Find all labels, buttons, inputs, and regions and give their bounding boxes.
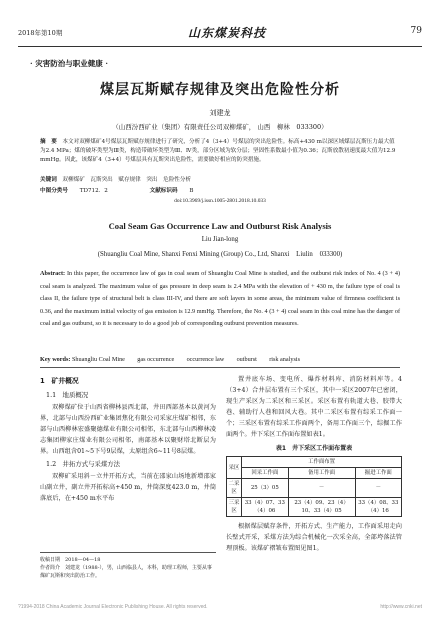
english-author: Liu Jian-long [201,236,239,243]
keywords-cn [40,176,400,185]
keywords-cn-text: 双柳煤矿 瓦斯突出 赋存规律 突出 危险性分析 [62,177,192,183]
abstract-rule [40,367,400,368]
issue-label: 2018年第10期 [18,29,63,37]
section-label: · 灾害防治与职业健康 · [30,59,108,68]
author: 刘建龙 [209,109,231,117]
body-right-column [226,374,402,554]
table-subheader-row [227,468,402,479]
author-bio: 作者简介 刘建龙（1988-），男，山西临县人，本科，助理工程师，主要从事煤矿瓦斯和突出防治工作。 [40,565,212,579]
table-row [227,498,402,517]
cell: 25（3）05 [242,479,288,498]
th-area: 采区 [227,457,242,479]
page-footer [18,604,422,610]
th-group: 工作面布置 [242,457,402,468]
th-driving: 掘进工作面 [355,468,401,479]
table-header-row [227,457,402,468]
cell: 33（4）08、33（4）16 [355,498,401,517]
heading-1: 1 矿井概况 [40,377,79,385]
heading-1-1: 1.1 地质概况 [46,391,89,399]
abstract-cn-label: 摘 要 [40,139,57,145]
keywords-cn-label: 关键词 [40,177,57,183]
cell: － [355,479,401,498]
affiliation: （山西汾西矿业（集团）有限责任公司双柳煤矿， 山西 柳林 033300） [112,123,328,131]
table-title: 表1 井下采区工作面布置表 [275,445,353,452]
cell: － [288,479,355,498]
cell-area: 三采区 [227,498,242,517]
abstract-cn-text: 本文对双柳煤矿4号煤层瓦斯赋存规律进行了研究，分析了4（3+4）号煤层的突出危险性。标高+430 m以深区域煤层瓦斯压力最大值为2.4 MPa；煤的破坏类型为Ⅲ类，构造带破坏类型为Ⅲ、Ⅳ类，部分区域为软分层；坚固性系数最小值为0.36；瓦斯放散初速度最大值为12.9 mmHg。因此，该煤矿4（3+4）号煤层具有瓦斯突出危险性，需要做好相应的防突措施。 [40,139,396,164]
english-keywords-label: Key words: [40,356,71,363]
doc-code-value: B [189,188,194,194]
english-abstract [40,268,400,331]
english-keywords [40,354,400,363]
english-abstract-label: Abstract: [40,270,66,277]
english-title: Coal Seam Gas Occurrence Law and Outburst Risk Analysis [108,221,332,231]
body-left-column [40,374,216,504]
page-header [18,24,422,44]
journal-name: 山东煤炭科技 [188,26,267,40]
english-abstract-text: In this paper, the occurrence law of gas in coal seam of Shuangliu Coal Mine is studied, and the outburst risk index of No. 4 (3 + 4) coal seam is analyzed. The maximum value of gas pressure in deep seam is 2.4 MPa with the elevation of + 430 m, the failure type of coal is class II, the failure type of structural belt is class III-IV, and there are soft layers in some areas, the minimum value of firmness coefficient is 0.36, and the maximum initial velocity of gas emission is 12.9 mmHg. Therefore, the No. 4 (3 + 4) coal seam in this coal mine has the danger of coal and gas outburst, so it is necessary to do a good job of corresponding outburst prevention measures. [40,270,401,327]
classification-row [40,186,400,194]
cell: 33（4）07、33（4）06 [242,498,288,517]
cell-area: 二采区 [227,479,242,498]
paragraph-mining: 双柳矿采用斜－立井开拓方式，当前在邵家山场地新增邵家山副立井，副立井开拓标高+450 m，井筒深度423.0 m，井筒落底后，在+450 m水平布 [40,473,216,502]
paragraph-geology: 双柳煤矿位于山西省柳林县西北部，井田西部基本以黄河为界，北部与山西汾西矿业集团焦化有限公司采家庄煤矿相邻，东部与山西柳林宏盛聚德煤业有限公司相邻，东北部与山西柳林凌志集团柳家庄煤业有限公司相邻，南部基本以聚财塔北断层为界。山西组含01~5下号9层煤，太原组含6~11号8层煤。 [40,404,216,455]
th-mining: 回采工作面 [242,468,288,479]
english-keywords-text: Shuangliu Coal Mine gas occurrence occurrence law outburst risk analysis [71,356,300,363]
article-title: 煤层瓦斯赋存规律及突出危险性分析 [100,82,340,98]
copyright-text: ?1994-2018 China Academic Journal Electronic Publishing House. All rights reserved. [18,604,208,610]
paragraph-method: 根据煤层赋存条件，开拓方式、生产能力，工作面采用走向长壁式开采，采煤方法为综合机械化一次采全高，全部垮落法管理顶板。该煤矿褶皱布置图见图1。 [226,523,402,552]
heading-1-2: 1.2 井拓方式与采煤方法 [46,460,121,468]
clc-value: TD712．2 [79,188,108,194]
abstract-cn [40,138,400,166]
doi-line: doi:10.3969/j.issn.1005-2801.2018.10.033 [174,198,266,204]
table-row [227,479,402,498]
english-affiliation: (Shuangliu Coal Mine, Shanxi Fenxi Mining (Group) Co., Ltd, Shanxi Liulin 033300) [97,251,343,258]
received-date: 收稿日期 2018—04—18 [40,557,101,563]
footnote [40,552,216,580]
clc-label: 中图分类号 [40,188,68,194]
cell: 23（4）09、23（4）10、33（4）05 [288,498,355,517]
page-number: 79 [410,26,422,36]
header-rule [18,46,422,47]
doc-code-label: 文献标识码 [149,188,178,194]
footer-url[interactable]: http://www.cnki.net [380,604,422,610]
th-standby: 备用工作面 [288,468,355,479]
paragraph-layout: 置井底车场、变电所、爆炸材料库、消防材料库等。4（3+4）合井层布置有三个采区，其中一采区2007年已密闭，现生产采区为二采区和三采区。采区布置有轨道大巷、胶带大巷、辅助行人巷和回风大巷。其中二采区布置有综采工作面一个；三采区布置有综采工作面两个，备用工作面三个，综掘工作面两个。井下采区工作面布置如表1。 [226,376,402,438]
workface-table [226,456,402,517]
